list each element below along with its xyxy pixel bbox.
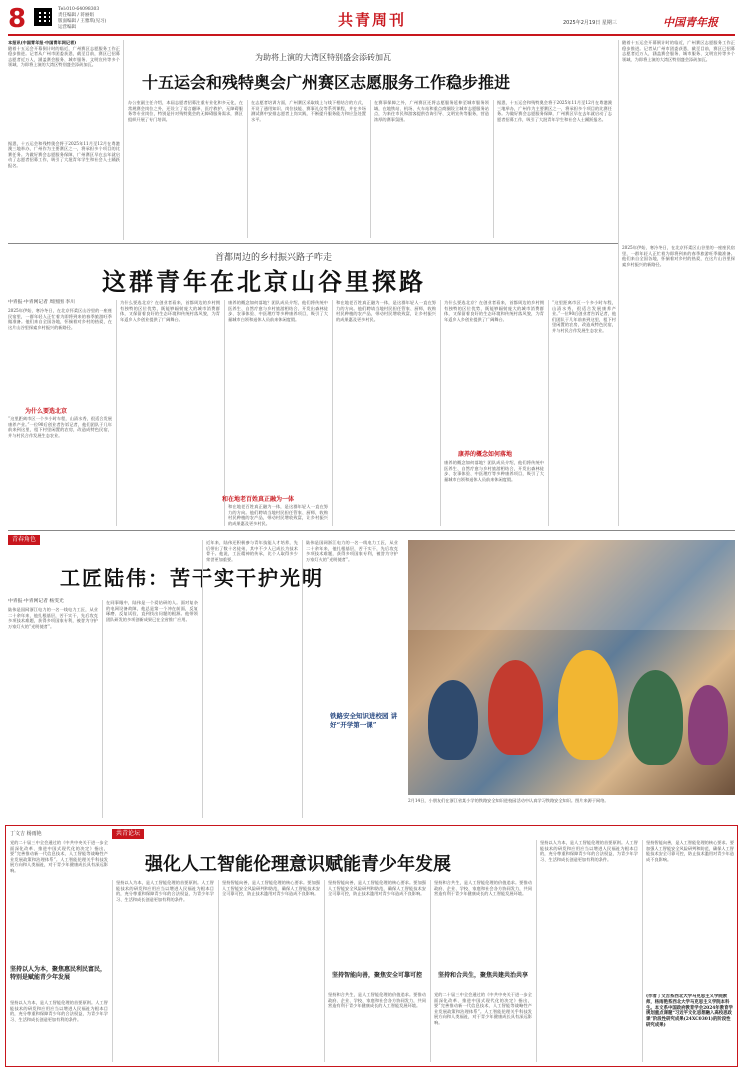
- column-divider: [618, 240, 619, 526]
- column-divider: [548, 300, 549, 526]
- article1-paragraph: 据悉，十五运会和残特奥会将于2025年11月至12月在粤港澳三地举办，广州作为主要赛区之一，将承担多个项目的比赛任务。为做好赛会志愿服务保障，广州赛区早在去年就启动了志愿者招募工作，吸引了大批青年学生和社会人士踊跃报名。: [8, 140, 120, 168]
- article1-lead-column: [8, 40, 120, 240]
- page-number: 8: [8, 4, 27, 34]
- youth-byline: 中青报·中青网记者 杨雯光: [8, 599, 64, 604]
- column-divider: [247, 100, 248, 238]
- photo-title: 铁路安全知识进校园 讲好“开学第一课”: [330, 712, 398, 729]
- article1-paragraph: 随着十五运会开幕倒计时的临近，广州赛区志愿服务工作正稳步推进。记者从广州市团委获悉，截至目前，赛区已招募志愿者近万人，涵盖赛会服务、城市服务、文明宣传等多个领域，为即将上演的大湾区特别盛会添砖加瓦。: [622, 40, 735, 62]
- page-masthead: [8, 6, 735, 36]
- forum-paragraph: 坚持智能向善，是人工智能伦理的核心要求。要加强人工智能安全风险研判和防范，确保人工智能技术安全可靠可控，防止技术滥用对青少年造成不良影响。: [328, 880, 426, 897]
- article1-kicker: 为助将上演的大湾区特别盛会添砖加瓦: [255, 53, 391, 62]
- youth-paragraph: 陆伟是国网浙江电力的一名一线电力工匠，从业二十余年来，他扎根基层，苦干实干，先后攻克多项技术难题，获得多项国家专利，被誉为守护万家灯火的“光明使者”。: [8, 607, 98, 629]
- article2-paragraph: 和在地老百姓真正融为一体，是这群年轻人一直在努力的方向。他们聘请当地村民担任管家、厨师，收购村民种植的农产品，带动村民增收致富，让乡村振兴的成果惠及更多村民。: [228, 504, 328, 526]
- article2-subhead: 康养的概念如何落地: [458, 451, 513, 458]
- article2-paragraph: 为什么要选北京？在创业者看来，首都周边的乡村拥有独特的区位优势，既能够辐射庞大的城市消费群体，又保留着良好的生态环境和传统村落风貌，为青年返乡入乡创业提供了广阔舞台。: [120, 300, 220, 322]
- news-photo: [408, 540, 735, 795]
- article1-paragraph: 在赛事保障之外，广州赛区还将志愿服务延伸至城市服务领域，在地铁站、机场、火车站和重点商圈设立城市志愿服务站点，为来往市民和游客提供咨询引导、文明宣传等服务，营造浓厚的赛事氛围。: [374, 100, 489, 122]
- youth-paragraph: 近年来，陆伟还积极参与青年技能人才培养，先后带出了数十名徒弟，其中不少人已成长为技术骨干。他说，工匠精神的传承，比个人取得多少荣誉更加重要。: [206, 540, 298, 562]
- article2-paragraph: 2025年伊始，寒冷冬日，在北京怀柔区山谷里的一座座民宿里，一群年轻人正忙着为即将到来的春季旅游旺季做准备。他们来自全国各地，怀揣着对乡村的热爱，在这片山谷里探索乡村振兴的新路径。: [622, 245, 735, 267]
- column-divider: [618, 40, 619, 240]
- column-divider: [430, 880, 431, 1062]
- forum-subhead: 坚持和合共生，聚焦共建共治共享: [437, 972, 528, 979]
- article2-kicker: 首都周边的乡村振兴路子咋走: [215, 253, 333, 263]
- youth-headline: 工匠陆伟：苦干实干护光明: [60, 566, 324, 590]
- column-divider: [302, 540, 303, 818]
- column-divider: [642, 840, 643, 1062]
- forum-author-note: (作者丁文吉系西北大学马克思主义学院教师，杨雨艳系西北大学马克思主义学院本科生。本文系中国政府教育学会2024年教育学规划重点课题“习近平文化思想融入高校思政课”阶段性研究成果(24XC0301)的阶段性研究成果): [646, 994, 733, 1028]
- youth-paragraph: 在同事眼中，陆伟是一个爱钻研的人。面对复杂的电网设备故障，他总是第一个冲在前面，反复琢磨、反复试验，直到找出问题的根源。他带领团队研发的多项创新成果已在全省推广应用。: [106, 600, 198, 622]
- column-divider: [224, 300, 225, 526]
- article2-subhead: 和在地老百姓真正融为一体: [222, 496, 295, 503]
- article1-paragraph: 办公室副主任介绍，本届志愿者招募注重专业化和多元化，在常规赛会岗位之外，还设立了语言翻译、医疗救护、无障碍服务等专业岗位，特别是针对残特奥会的无障碍服务需求，赛区组织开展了专门培训。: [128, 100, 243, 122]
- forum-headline: 强化人工智能伦理意识赋能青少年发展: [145, 854, 451, 875]
- masthead-contact: Tel:010-64098303 责任编辑 / 蒋丽娟 版面编辑 / 王雅琪(见习) 运营编辑: [58, 7, 107, 30]
- date-line: 2025年2月19日 星期三: [563, 20, 617, 26]
- column-divider: [370, 100, 371, 238]
- forum-paragraph: 坚持以人为本，是人工智能伦理的首要原则。人工智能技术的研发和应用应当以增进人民福祉为根本目的，充分尊重和保障青少年的合法权益，为青少年学习、生活和成长创造更加有利的条件。: [116, 880, 214, 902]
- column-divider: [102, 600, 103, 818]
- article2-subhead: 为什么要选北京: [25, 408, 68, 415]
- forum-byline: 丁文吉 杨雨艳: [10, 831, 42, 837]
- article2-paragraph: “这里距离市区一个多小时车程，山清水秀，很适合发展康养产业。”一位90后创业者告诉记者，他们团队于几年前来到这里，租下村里闲置的农房，改造成特色民宿，并与村民合作发展生态农业。: [8, 416, 112, 438]
- column-name: 共青周刊: [338, 11, 407, 29]
- column-divider: [332, 300, 333, 526]
- column-divider: [218, 880, 219, 1062]
- article2-paragraph: 和在地老百姓真正融为一体，是这群年轻人一直在努力的方向。他们聘请当地村民担任管家、厨师，收购村民种植的农产品，带动村民增收致富，让乡村振兴的成果惠及更多村民。: [336, 300, 436, 322]
- section-rule: [8, 243, 618, 244]
- photo-caption: 2月14日，小朋友们在浙江省某小学的铁路安全知识进校园活动中认真学习铁路安全知识。图片来源于网络。: [408, 798, 609, 803]
- forum-paragraph: 坚持智能向善，是人工智能伦理的核心要求。要加强人工智能安全风险研判和防范，确保人工智能技术安全可靠可控，防止技术滥用对青少年造成不良影响。: [222, 880, 320, 897]
- column-divider: [123, 40, 124, 240]
- column-divider: [116, 300, 117, 526]
- article2-headline: 这群青年在北京山谷里探路: [102, 267, 426, 296]
- column-divider: [112, 880, 113, 1062]
- column-divider: [324, 880, 325, 1062]
- column-divider: [440, 300, 441, 526]
- article2-paragraph: 为什么要选北京？在创业者看来，首都周边的乡村拥有独特的区位优势，既能够辐射庞大的城市消费群体，又保留着良好的生态环境和传统村落风貌，为青年返乡入乡创业提供了广阔舞台。: [444, 300, 544, 322]
- section-tag: 共青论坛: [112, 829, 144, 839]
- article2-paragraph: 康养的概念如何落地？团队成员介绍，他们将传统中医养生、自然疗愈与乡村旅游相结合，开发出森林徒步、农事体验、中医理疗等多种康养项目，吸引了大量城市白领和退休人员前来休闲度假。: [228, 300, 328, 322]
- article2-paragraph: “这里距离市区一个多小时车程，山清水秀，很适合发展康养产业。”一位90后创业者告诉记者，他们团队于几年前来到这里，租下村里闲置的农房，改造成特色民宿，并与村民合作发展生态农业。: [552, 300, 616, 333]
- article2-byline: 中青报·中青网记者 周围围 李川: [8, 300, 75, 305]
- forum-subhead: 坚持以人为本，聚焦惠民利民富民，特别是赋能青少年发展: [10, 966, 107, 981]
- forum-paragraph: 坚持智能向善，是人工智能伦理的核心要求。要加强人工智能安全风险研判和防范，确保人工智能技术安全可靠可控，防止技术滥用对青少年造成不良影响。: [646, 840, 734, 862]
- forum-subhead: 坚持智能向善，聚焦安全可靠可控: [331, 972, 422, 979]
- youth-paragraph: 陆伟是国网浙江电力的一名一线电力工匠，从业二十余年来，他扎根基层，苦干实干，先后攻克多项技术难题，获得多项国家专利，被誉为守护万家灯火的“光明使者”。: [306, 540, 398, 562]
- section-rule: [8, 530, 735, 531]
- section-tag: 青春角色: [8, 535, 40, 545]
- article1-paragraph: 随着十五运会开幕倒计时的临近，广州赛区志愿服务工作正稳步推进。记者从广州市团委获悉，截至目前，赛区已招募志愿者近万人，涵盖赛会服务、城市服务、文明宣传等多个领域，为即将上演的大湾区特别盛会添砖加瓦。: [8, 45, 120, 68]
- forum-paragraph: 党的二十届三中全会通过的《中共中央关于进一步全面深化改革、推进中国式现代化的决定》指出，要“完善推动新一代信息技术、人工智能等战略性产业发展政策和治理体系”。人工智能伦理关乎科技发展方向和人类福祉，对于青少年健康成长具有深远影响。: [10, 840, 108, 873]
- article2-paragraph: 2025年伊始，寒冷冬日，在北京怀柔区山谷里的一座座民宿里，一群年轻人正忙着为即将到来的春季旅游旺季做准备。他们来自全国各地，怀揣着对乡村的热爱，在这片山谷里探索乡村振兴的新路径。: [8, 308, 112, 330]
- forum-paragraph: 坚持和合共生，是人工智能伦理的价值追求。要推动政府、企业、学校、家庭和社会各方协同发力，共同营造有利于青少年健康成长的人工智能发展环境。: [434, 880, 532, 897]
- column-divider: [493, 100, 494, 238]
- masthead-rule: [8, 34, 735, 36]
- forum-paragraph: 坚持以人为本，是人工智能伦理的首要原则。人工智能技术的研发和应用应当以增进人民福祉为根本目的，充分尊重和保障青少年的合法权益，为青少年学习、生活和成长创造更加有利的条件。: [540, 840, 638, 862]
- qr-code-icon: [34, 8, 52, 26]
- article1-paragraph: 在志愿者培训方面，广州赛区采取线上与线下相结合的方式，开设了通用知识、岗位技能、赛事礼仪等系列课程，并在多场测试赛中安排志愿者上岗实践，不断提升服务能力和应急处置水平。: [251, 100, 366, 122]
- column-divider: [202, 540, 203, 818]
- newspaper-logo: 中国青年报: [663, 16, 718, 29]
- article1-headline: 十五运会和残特奥会广州赛区志愿服务工作稳步推进: [142, 73, 511, 92]
- forum-paragraph: 坚持以人为本，是人工智能伦理的首要原则。人工智能技术的研发和应用应当以增进人民福祉为根本目的，充分尊重和保障青少年的合法权益，为青少年学习、生活和成长创造更加有利的条件。: [10, 1000, 108, 1022]
- article2-paragraph: 康养的概念如何落地？团队成员介绍，他们将传统中医养生、自然疗愈与乡村旅游相结合，开发出森林徒步、农事体验、中医理疗等多种康养项目，吸引了大量城市白领和退休人员前来休闲度假。: [444, 460, 544, 482]
- forum-paragraph: 坚持和合共生，是人工智能伦理的价值追求。要推动政府、企业、学校、家庭和社会各方协同发力，共同营造有利于青少年健康成长的人工智能发展环境。: [328, 992, 426, 1009]
- article1-paragraph: 据悉，十五运会和残特奥会将于2025年11月至12月在粤港澳三地举办，广州作为主要赛区之一，将承担多个项目的比赛任务。为做好赛会志愿服务保障，广州赛区早在去年就启动了志愿者招募工作，吸引了大批青年学生和社会人士踊跃报名。: [497, 100, 612, 122]
- article1-byline: 本报讯(中国青年报·中国青年网记者): [8, 40, 77, 45]
- forum-paragraph: 党的二十届三中全会通过的《中共中央关于进一步全面深化改革、推进中国式现代化的决定》指出，要“完善推动新一代信息技术、人工智能等战略性产业发展政策和治理体系”。人工智能伦理关乎科技发展方向和人类福祉，对于青少年健康成长具有深远影响。: [434, 992, 532, 1025]
- column-divider: [536, 840, 537, 1062]
